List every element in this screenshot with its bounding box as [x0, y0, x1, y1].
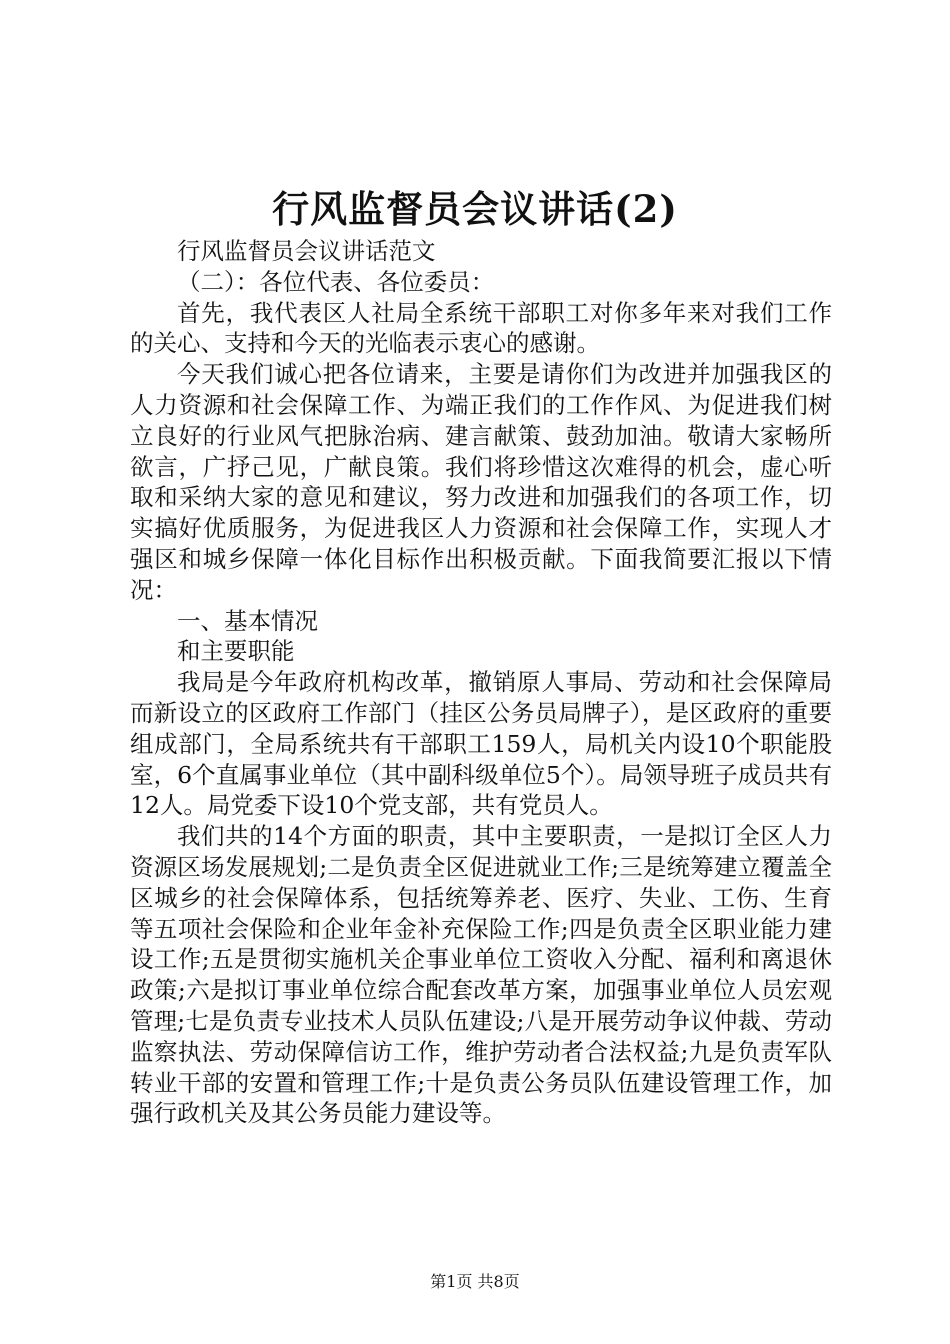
- section-heading-functions: 和主要职能: [177, 637, 295, 666]
- section-heading-basic: 一、基本情况: [177, 606, 318, 635]
- paragraph-subtitle: 行风监督员会议讲话范文: [177, 237, 436, 265]
- paragraph-purpose: 今天我们诚心把各位请来，主要是请你们为改进并加强我区的人力资源和社会保障工作、为端正我们的工作作风、为促进我们树立良好的行业风气把脉治病、建言献策、鼓劲加油。敬请大家畅所欲言，广抒己见，广献良策。我们将珍惜这次难得的机会，虚心听取和采纳大家的意见和建议，努力改进和加强我们的各项工作，切实搞好优质服务，为促进我区人力资源和社会保障工作，实现人才强区和城乡保障一体化目标作出积极贡献。下面我简要汇报以下情况：: [130, 360, 832, 604]
- document-title: 行风监督员会议讲话(2): [272, 187, 678, 231]
- paragraph-thanks: 首先，我代表区人社局全系统干部职工对你多年来对我们工作的关心、支持和今天的光临表示衷心的感谢。: [130, 298, 832, 358]
- paragraph-salutation: （二）：各位代表、各位委员：: [177, 267, 495, 296]
- page-footer: 第1页 共8页: [430, 1272, 520, 1291]
- paragraph-duties: 我们共的14个方面的职责，其中主要职责，一是拟订全区人力资源区场发展规划;二是负责全区促进就业工作;三是统筹建立覆盖全区城乡的社会保障体系，包括统筹养老、医疗、失业、工伤、生育等五项社会保险和企业年金补充保险工作;四是负责全区职业能力建设工作;五是贯彻实施机关企事业单位工资收入分配、福利和离退休政策;六是拟订事业单位综合配套改革方案，加强事业单位人员宏观管理;七是负责专业技术人员队伍建设;八是开展劳动争议仲裁、劳动监察执法、劳动保障信访工作，维护劳动者合法权益;九是负责军队转业干部的安置和管理工作;十是负责公务员队伍建设管理工作，加强行政机关及其公务员能力建设等。: [130, 822, 832, 1128]
- document-body: [130, 236, 832, 1129]
- paragraph-organization: 我局是今年政府机构改革，撤销原人事局、劳动和社会保障局而新设立的区政府工作部门（挂区公务员局牌子），是区政府的重要组成部门，全局系统共有干部职工159人，局机关内设10个职能股室，6个直属事业单位（其中副科级单位5个）。局领导班子成员共有12人。局党委下设10个党支部，共有党员人。: [130, 668, 832, 820]
